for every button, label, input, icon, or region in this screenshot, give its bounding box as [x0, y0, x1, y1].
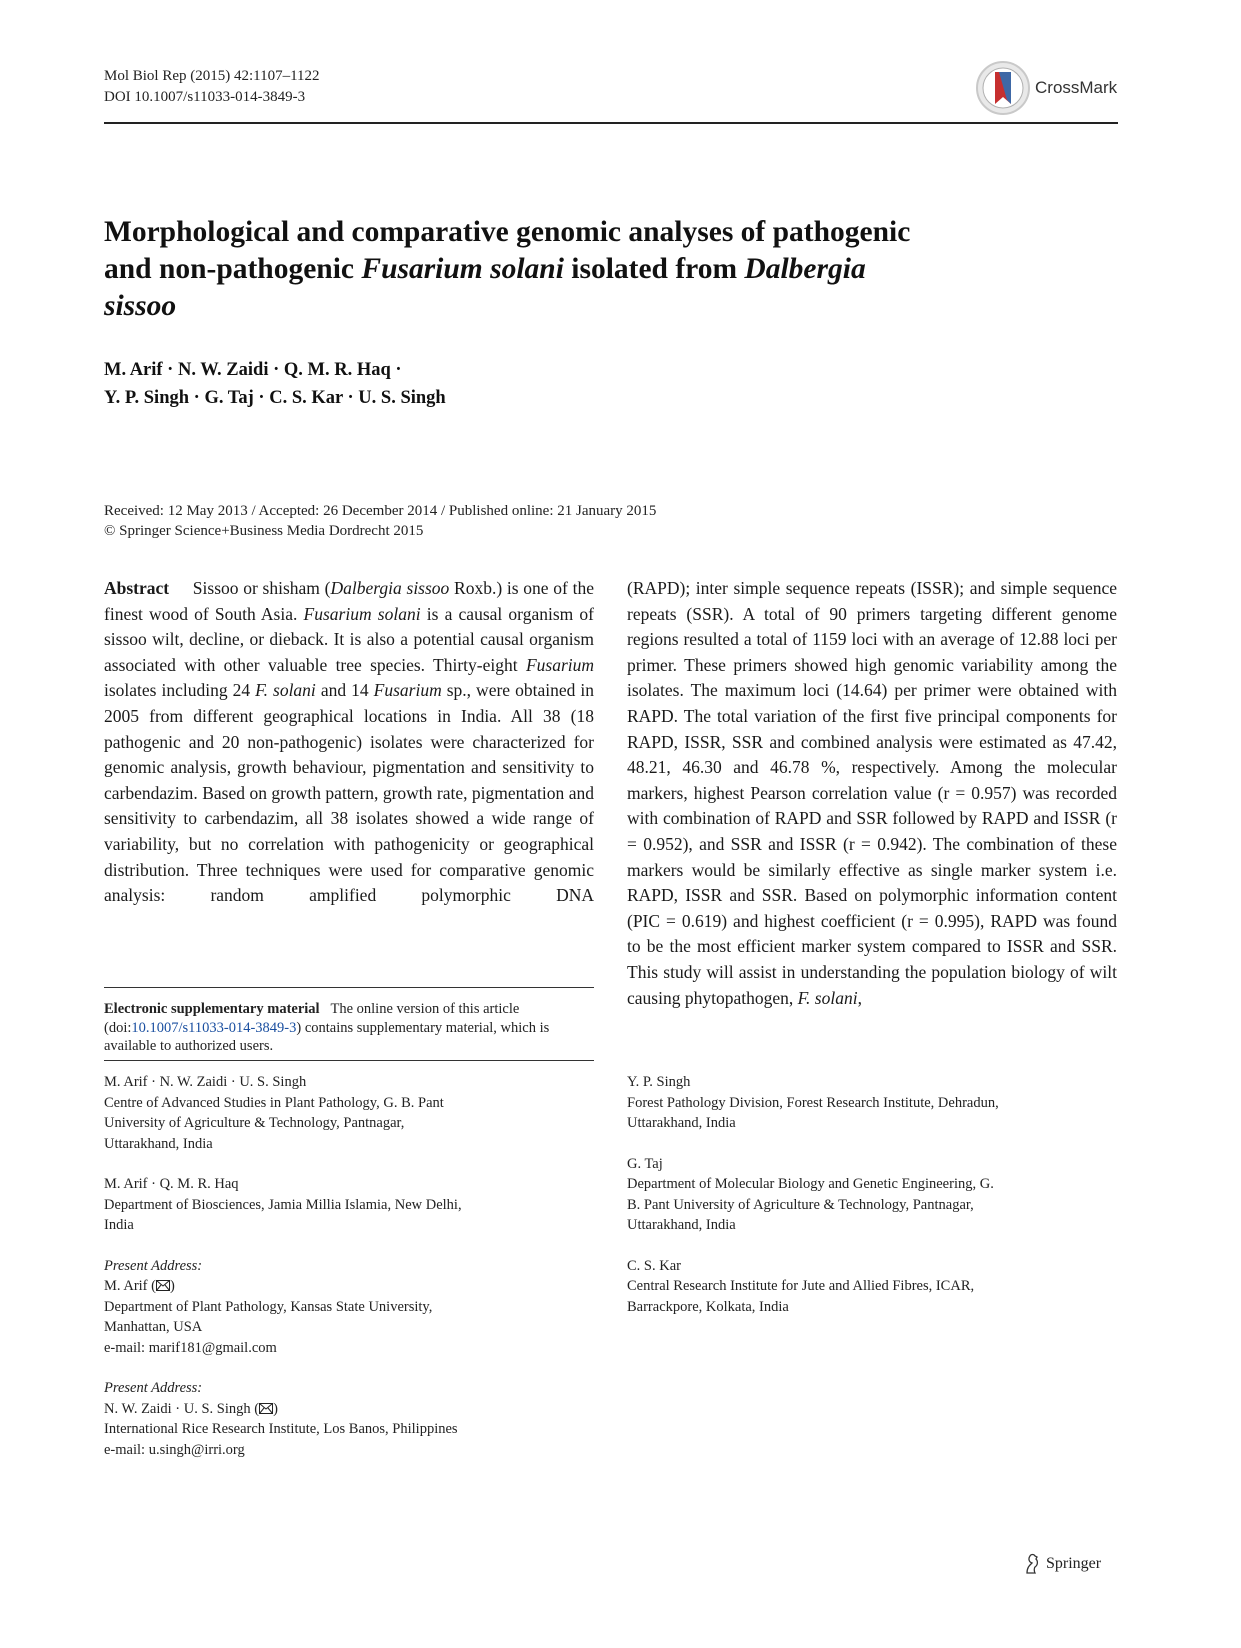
affiliation-block	[627, 1072, 1117, 1134]
abstract-left-column	[104, 576, 594, 909]
affiliation-line: Centre of Advanced Studies in Plant Pathology, G. B. Pant	[104, 1094, 444, 1111]
supplementary-text: The online version of this article (doi:	[104, 1001, 520, 1036]
supplementary-text: ) contains supplementary material, which is available to authorized users.	[104, 1019, 550, 1054]
abstract-span: isolates including 24	[104, 680, 256, 701]
title-part-italic: Fusarium solani	[361, 253, 564, 285]
present-address-block	[104, 1378, 594, 1460]
present-address-label: Present Address:	[104, 1380, 203, 1396]
present-address-block	[104, 1256, 594, 1359]
affiliation-line: Manhattan, USA	[104, 1319, 203, 1335]
affiliation-line: Uttarakhand, India	[627, 1115, 736, 1131]
affiliations-left	[104, 1072, 594, 1480]
author-list	[104, 356, 1004, 412]
envelope-icon	[259, 1403, 273, 1414]
abstract-span: and 14	[315, 680, 374, 701]
abstract-span: Sissoo or shisham (	[192, 578, 331, 598]
present-address-name-text: )	[169, 1278, 175, 1294]
abstract-italic: F. solani	[797, 987, 858, 1008]
supplementary-heading: Electronic supplementary material	[104, 1001, 320, 1017]
footnote-rule	[104, 987, 594, 988]
abstract-continued-text	[627, 576, 1117, 1011]
abstract-italic: Dalbergia sissoo	[330, 578, 450, 598]
crossmark-label: CrossMark	[1035, 78, 1118, 97]
title-part: and non-pathogenic	[104, 253, 362, 285]
supplementary-doi-link[interactable]: 10.1007/s11033-014-3849-3	[131, 1019, 297, 1036]
journal-doi: DOI 10.1007/s11033-014-3849-3	[104, 89, 306, 105]
abstract-italic: Fusarium	[525, 654, 594, 675]
publisher-name: Springer	[1046, 1555, 1102, 1572]
abstract-right-column	[627, 576, 1117, 1011]
email-link[interactable]: e-mail: marif181@gmail.com	[104, 1339, 277, 1356]
abstract-italic: Fusarium	[373, 680, 442, 701]
affiliation-rule	[104, 1060, 594, 1061]
affiliation-block	[104, 1072, 594, 1154]
affiliation-names: C. S. Kar	[627, 1257, 681, 1274]
header-rule	[104, 122, 1118, 124]
abstract-span: ,	[857, 987, 862, 1008]
envelope-icon	[156, 1280, 170, 1291]
affiliation-line: Uttarakhand, India	[104, 1135, 213, 1152]
crossmark-icon	[975, 60, 1031, 116]
abstract-span: (RAPD); inter simple sequence repeats (ISSR); and simple sequence repeats (SSR). A total of 90 primers targeting different genome regions resulted a total of 1159 loci with an average of 12.88 loci per primer. These primers showed high genomic variability among the isolates. The maximum loci (14.64) per primer were obtained with RAPD. The total variation of the first five principal components for RAPD, ISSR, SSR and combined analysis were estimated as 47.42, 48.21, 46.30 and 46.78 %, respectively. Among the molecular markers, highest Pearson correlation value (r = 0.957) was recorded with combination of RAPD and SSR followed by RAPD and ISSR (r = 0.952), and SSR and ISSR (r = 0.942). The combination of these markers would be similarly effective as single marker system i.e. RAPD, ISSR and SSR. Based on polymorphic information content (PIC = 0.619) and highest coefficient (r = 0.995), RAPD was found to be the most efficient marker system compared to ISSR and SSR. This study will assist in understanding the population biology of wilt causing phytopathogen,	[627, 578, 1117, 1008]
affiliation-block	[104, 1174, 594, 1236]
title-part: isolated from	[563, 253, 745, 285]
crossmark-badge[interactable]	[975, 60, 1125, 116]
present-address-name-text: )	[273, 1400, 278, 1417]
affiliation-names: G. Taj	[627, 1155, 663, 1172]
affiliation-names: M. Arif · Q. M. R. Haq	[104, 1176, 239, 1192]
affiliation-line: University of Agriculture & Technology, Pantnagar,	[104, 1115, 405, 1131]
abstract-heading: Abstract	[104, 578, 170, 598]
affiliation-line: Central Research Institute for Jute and Allied Fibres, ICAR,	[627, 1278, 975, 1294]
paper-title	[104, 214, 1064, 325]
affiliation-line: Department of Plant Pathology, Kansas State University,	[104, 1298, 433, 1315]
affiliation-block	[627, 1256, 1117, 1318]
abstract-span: sp., were obtained in 2005 from different geographical locations in India. All 38 (18 pathogenic and 20 non-pathogenic) isolates were characterized for genomic analysis, growth behaviour, pigmentation and sensitivity to carbendazim. Based on growth pattern, growth rate, pigmentation and sensitivity to carbendazim, all 38 isolates showed a wide range of variability, but no correlation with pathogenicity or geographical distribution. Three techniques were used for comparative genomic analysis: random amplified polymorphic DNA	[104, 680, 594, 906]
present-address-label: Present Address:	[104, 1257, 203, 1274]
author-line: Y. P. Singh · G. Taj · C. S. Kar · U. S. Singh	[104, 388, 446, 408]
affiliation-line: Department of Molecular Biology and Genetic Engineering, G.	[627, 1176, 994, 1192]
title-part: Morphological and comparative genomic analyses of pathogenic	[104, 216, 911, 248]
abstract-italic: Fusarium solani	[303, 603, 421, 624]
present-address-name-text: N. W. Zaidi · U. S. Singh (	[104, 1400, 260, 1417]
dates-line: Received: 12 May 2013 / Accepted: 26 December 2014 / Published online: 21 January 2015	[104, 503, 657, 519]
abstract-span: Roxb.) is one of the finest wood of South Asia.	[104, 578, 595, 624]
affiliation-line: B. Pant University of Agriculture & Technology, Pantnagar,	[627, 1196, 974, 1213]
springer-horse-icon	[1022, 1553, 1042, 1575]
author-line: M. Arif · N. W. Zaidi · Q. M. R. Haq ·	[104, 360, 402, 380]
affiliation-line: Barrackpore, Kolkata, India	[627, 1298, 789, 1315]
abstract-span: is a causal organism of sissoo wilt, decline, or dieback. It is also a potential causal organism associated with other valuable tree species. Thirty-eight	[104, 603, 594, 675]
affiliation-line: Forest Pathology Division, Forest Research Institute, Dehradun,	[627, 1094, 999, 1111]
abstract-italic: F. solani	[255, 680, 316, 701]
affiliation-line: India	[104, 1217, 134, 1233]
journal-citation: Mol Biol Rep (2015) 42:1107–1122	[104, 68, 320, 84]
supplementary-note	[104, 1000, 594, 1056]
publication-dates	[104, 501, 1118, 541]
present-address-name-text: M. Arif (	[104, 1278, 156, 1294]
abstract-text	[104, 576, 594, 909]
title-part-italic: Dalbergia	[744, 253, 866, 285]
affiliation-block	[627, 1154, 1117, 1236]
springer-logo	[1022, 1553, 1101, 1575]
present-address-name	[104, 1276, 594, 1297]
copyright-line: © Springer Science+Business Media Dordrecht 2015	[104, 523, 424, 539]
title-part-italic: sissoo	[104, 290, 177, 322]
present-address-name	[104, 1399, 594, 1420]
affiliation-names: M. Arif · N. W. Zaidi · U. S. Singh	[104, 1074, 307, 1090]
affiliation-line: Uttarakhand, India	[627, 1217, 736, 1233]
affiliation-line: International Rice Research Institute, Los Banos, Philippines	[104, 1421, 458, 1437]
affiliations-right	[627, 1072, 1117, 1337]
email-link[interactable]: e-mail: u.singh@irri.org	[104, 1441, 245, 1458]
affiliation-names: Y. P. Singh	[627, 1074, 691, 1090]
affiliation-line: Department of Biosciences, Jamia Millia Islamia, New Delhi,	[104, 1196, 462, 1213]
